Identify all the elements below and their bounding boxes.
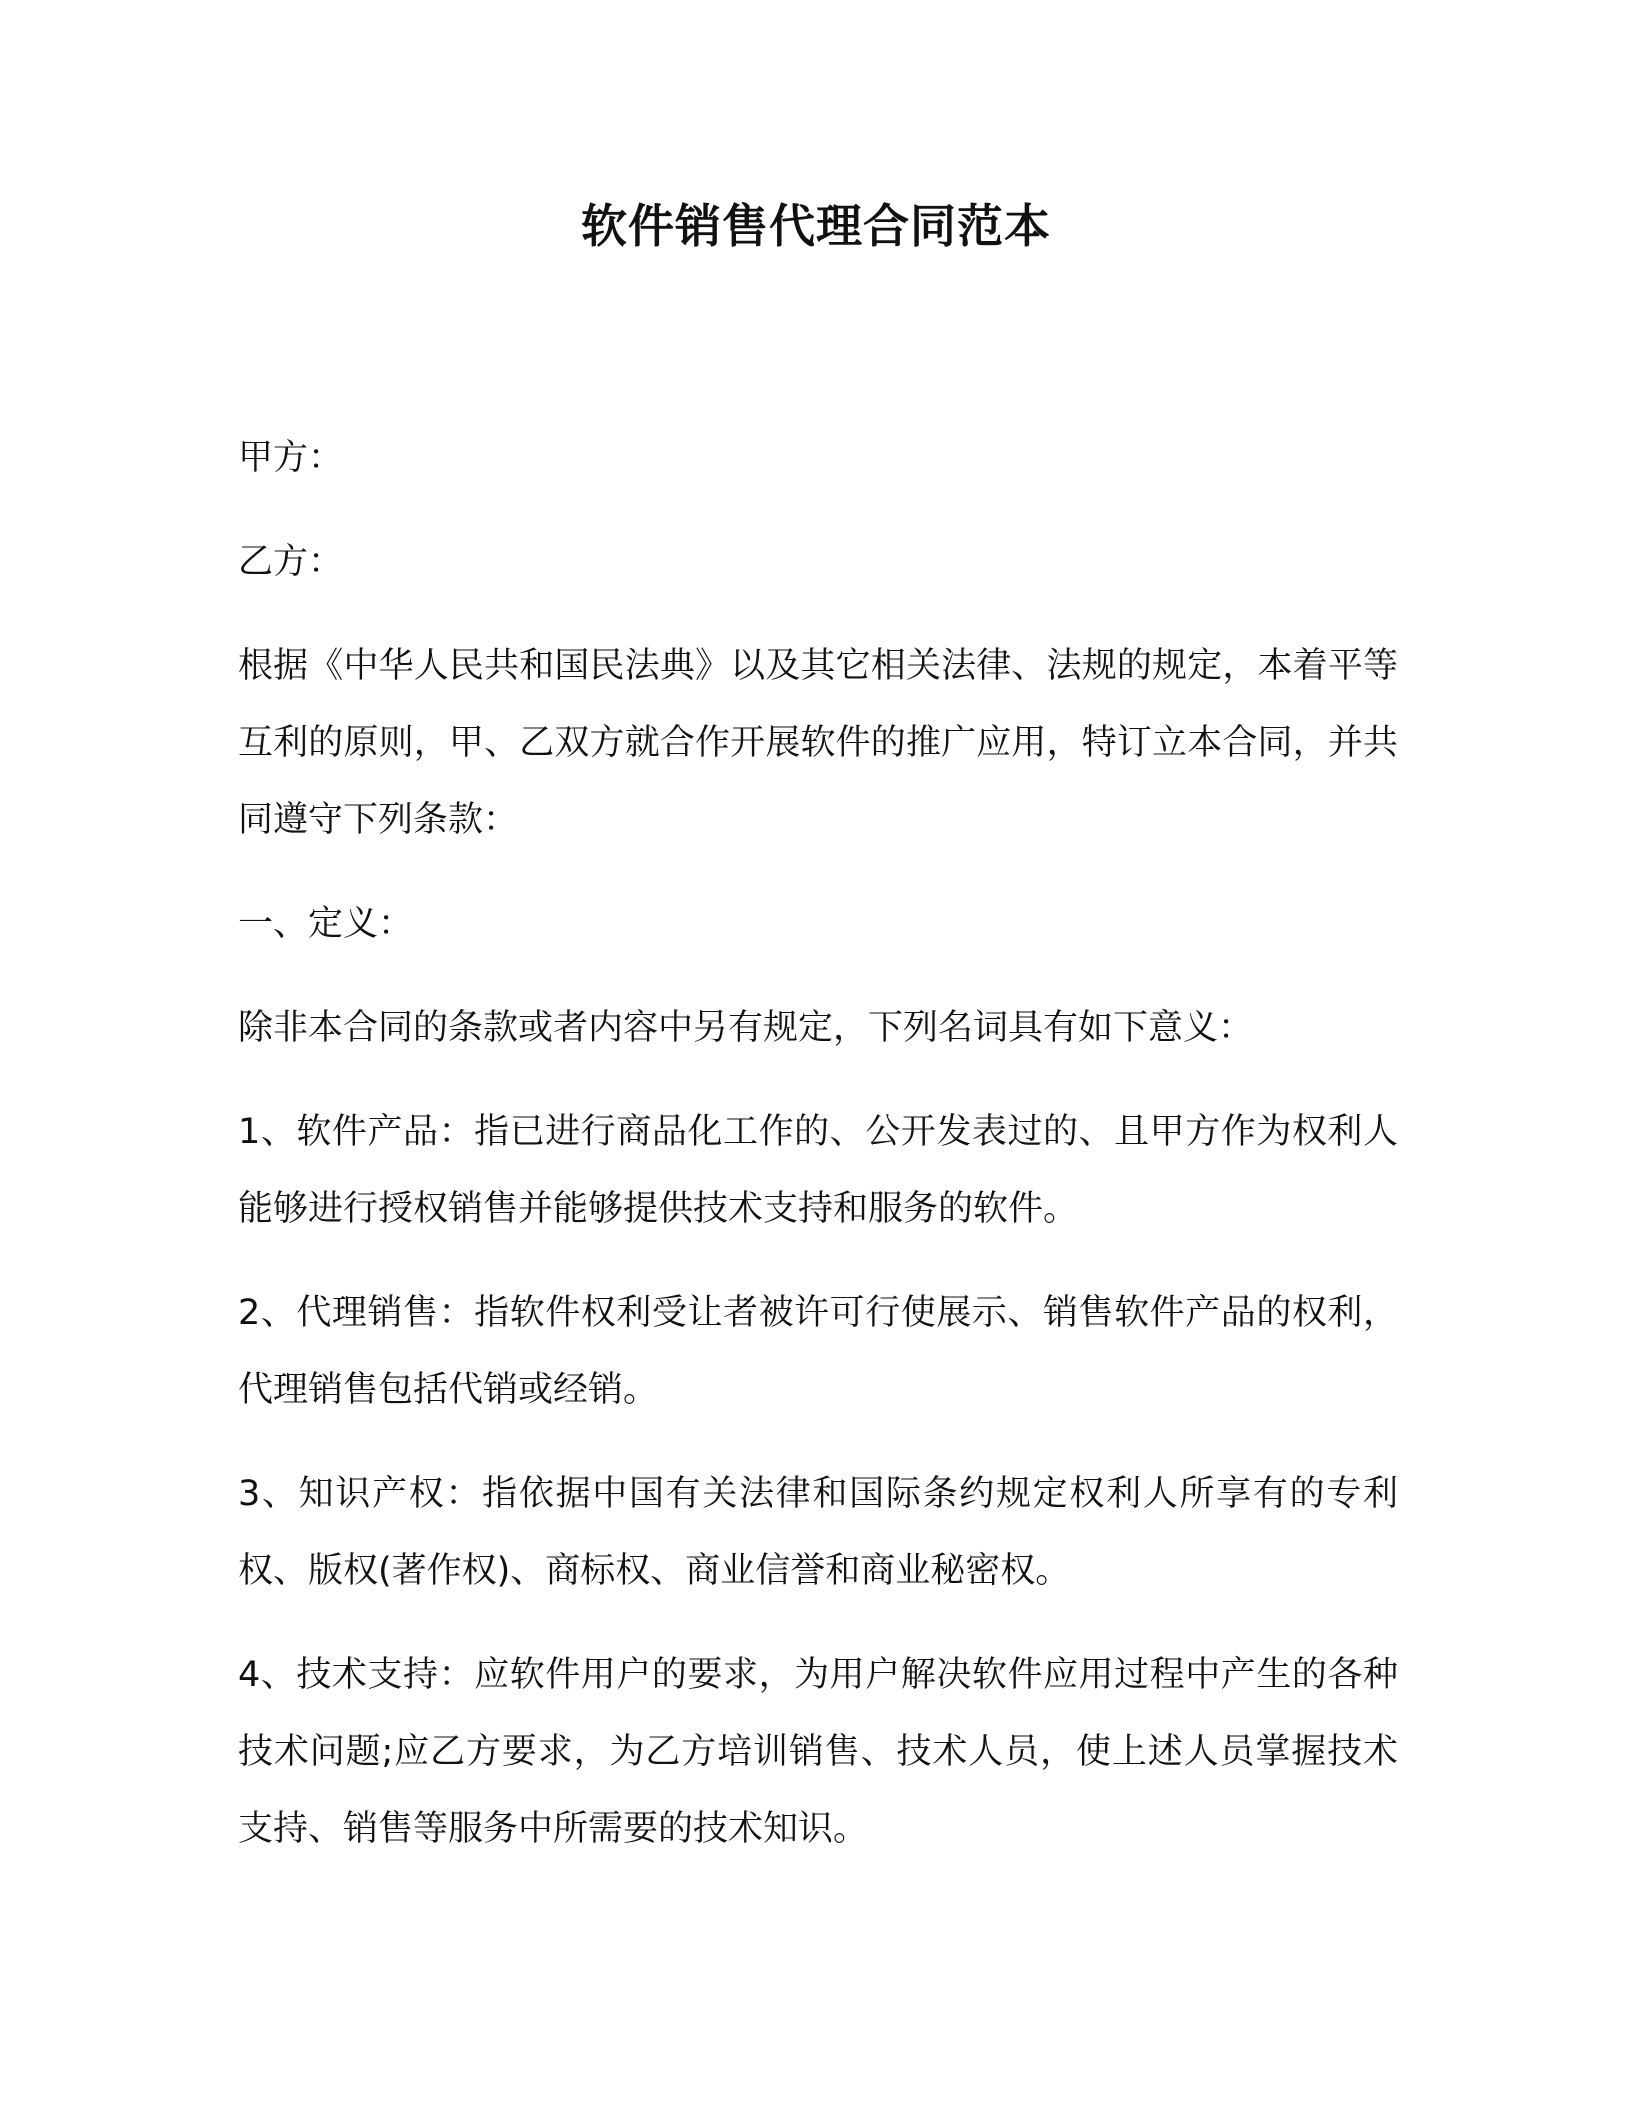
party-a-line: 甲方： [238,438,344,478]
definition-item-software-product: 1、软件产品：指已进行商品化工作的、公开发表过的、且甲方作为权利人能够进行授权销售并能够提供技术支持和服务的软件。 [238,1112,1398,1229]
definition-item-intellectual-property: 3、知识产权：指依据中国有关法律和国际条约规定权利人所享有的专利权、版权(著作权)、商标权、商业信誉和商业秘密权。 [238,1474,1398,1591]
section-heading-definitions: 一、定义： [238,904,414,944]
preamble-paragraph: 根据《中华人民共和国民法典》以及其它相关法律、法规的规定，本着平等互利的原则，甲、乙双方就合作开展软件的推广应用，特订立本合同，并共同遵守下列条款： [238,646,1398,840]
definitions-intro: 除非本合同的条款或者内容中另有规定，下列名词具有如下意义： [238,1008,1254,1048]
definition-item-agency-sales: 2、代理销售：指软件权利受让者被许可行使展示、销售软件产品的权利，代理销售包括代销或经销。 [238,1293,1398,1410]
party-b-line: 乙方： [238,542,344,582]
document-body [238,420,1398,1895]
document-title: 软件销售代理合同范本 [581,199,1051,253]
definition-item-technical-support: 4、技术支持：应软件用户的要求，为用户解决软件应用过程中产生的各种技术问题;应乙方要求，为乙方培训销售、技术人员，使上述人员掌握技术支持、销售等服务中所需要的技术知识。 [238,1655,1398,1849]
